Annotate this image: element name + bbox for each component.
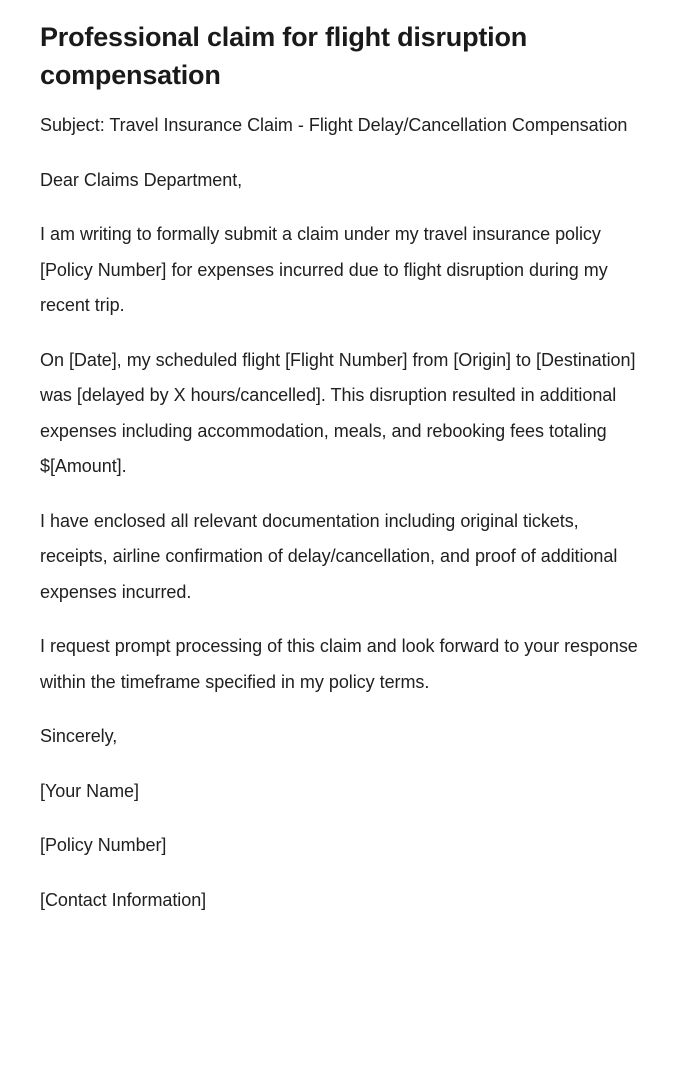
- paragraph-closing: Sincerely,: [40, 726, 118, 746]
- signature-policy-number: [Policy Number]: [40, 835, 167, 855]
- paragraph-claim-intro: I am writing to formally submit a claim under my travel insurance policy [Policy Number] for expenses incurred due to flight disruption during my recent trip.: [40, 224, 608, 315]
- page-title: Professional claim for flight disruption compensation: [40, 22, 528, 90]
- paragraph-disruption-details: On [Date], my scheduled flight [Flight Number] from [Origin] to [Destination] was [delayed by X hours/cancelled]. This disruption resulted in additional expenses including accommodation, meals, and rebooking fees totaling $[Amount].: [40, 349, 636, 476]
- paragraph-request-processing: I request prompt processing of this claim and look forward to your response within the timeframe specified in my policy terms.: [40, 636, 638, 692]
- signature-your-name: [Your Name]: [40, 780, 139, 801]
- paragraph-enclosed-documentation: I have enclosed all relevant documentation including original tickets, receipts, airline confirmation of delay/cancellation, and proof of additional expenses incurred.: [40, 510, 618, 602]
- paragraph-salutation: Dear Claims Department,: [40, 169, 243, 190]
- paragraph-subject-line: Subject: Travel Insurance Claim - Flight Delay/Cancellation Compensation: [40, 115, 628, 135]
- letter-body: [40, 108, 640, 918]
- signature-contact-information: [Contact Information]: [40, 889, 207, 910]
